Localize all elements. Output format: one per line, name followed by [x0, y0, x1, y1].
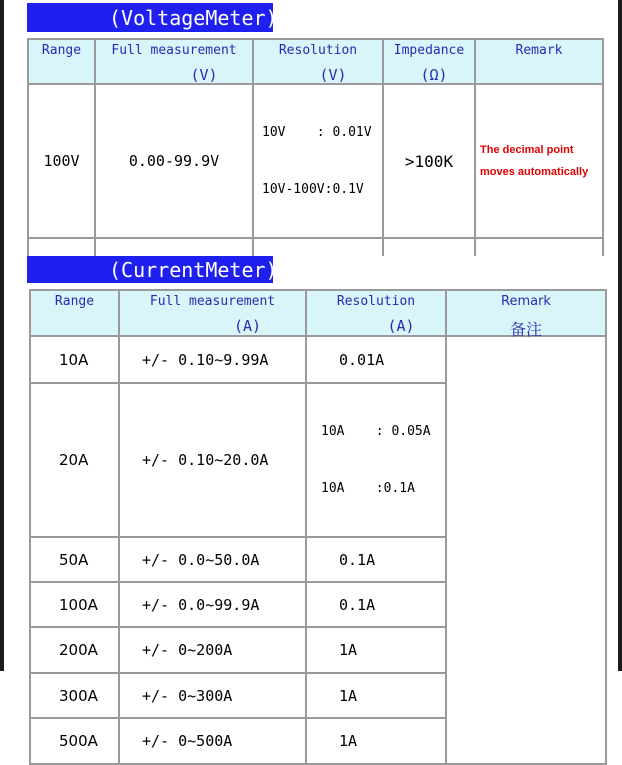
current-meter-title: (CurrentMeter) [27, 256, 273, 283]
current-range-value: 500A [30, 718, 119, 764]
current-full-value: +/- 0.10~9.99A [119, 336, 306, 383]
current-full-value: +/- 0~500A [119, 718, 306, 764]
current-header-row [30, 290, 606, 336]
voltage-header-remark: Remark [475, 39, 603, 84]
right-edge [618, 0, 622, 671]
voltage-range-value: 100V [28, 84, 95, 238]
current-header-resolution: (A) Resolution [306, 290, 446, 336]
voltage-spec-table [27, 38, 604, 256]
voltage-header-full: (V) Full measurement [95, 39, 253, 84]
voltage-header-row [28, 39, 603, 84]
current-resolution-value: 1A [306, 673, 446, 718]
voltage-meter-title: (VoltageMeter) [27, 3, 273, 32]
current-resolution-value: 1A [306, 718, 446, 764]
current-full-value: +/- 0~200A [119, 627, 306, 673]
current-header-full: (A) Full measurement [119, 290, 306, 336]
current-resolution-value: 10A : 0.05A 10A :0.1A [306, 383, 446, 537]
current-remark-cell [446, 336, 606, 764]
current-full-value: +/- 0.0~50.0A [119, 537, 306, 582]
voltage-header-range: Range [28, 39, 95, 84]
voltage-resolution-value: 10V : 0.01V 10V-100V:0.1V [253, 84, 383, 238]
voltage-table-stub [28, 238, 603, 256]
voltage-full-value: 0.00-99.9V [95, 84, 253, 238]
voltage-impedance-value: >100K [383, 84, 475, 238]
voltage-header-impedance: (Ω) Impedance [383, 39, 475, 84]
voltage-header-resolution: (V) Resolution [253, 39, 383, 84]
current-range-value: 10A [30, 336, 119, 383]
current-spec-table [29, 289, 607, 765]
current-range-value: 20A [30, 383, 119, 537]
table-row [30, 336, 606, 383]
current-range-value: 300A [30, 673, 119, 718]
current-range-value: 200A [30, 627, 119, 673]
voltage-remark-value: The decimal point moves automatically [475, 84, 603, 238]
current-full-value: +/- 0~300A [119, 673, 306, 718]
voltage-data-row [28, 84, 603, 238]
current-header-remark: 备注 Remark [446, 290, 606, 336]
current-range-value: 100A [30, 582, 119, 627]
current-resolution-value: 1A [306, 627, 446, 673]
current-resolution-value: 0.1A [306, 537, 446, 582]
current-resolution-value: 0.1A [306, 582, 446, 627]
current-full-value: +/- 0.0~99.9A [119, 582, 306, 627]
current-resolution-value: 0.01A [306, 336, 446, 383]
current-full-value: +/- 0.10~20.0A [119, 383, 306, 537]
current-header-range: Range [30, 290, 119, 336]
left-edge [0, 0, 4, 671]
current-range-value: 50A [30, 537, 119, 582]
